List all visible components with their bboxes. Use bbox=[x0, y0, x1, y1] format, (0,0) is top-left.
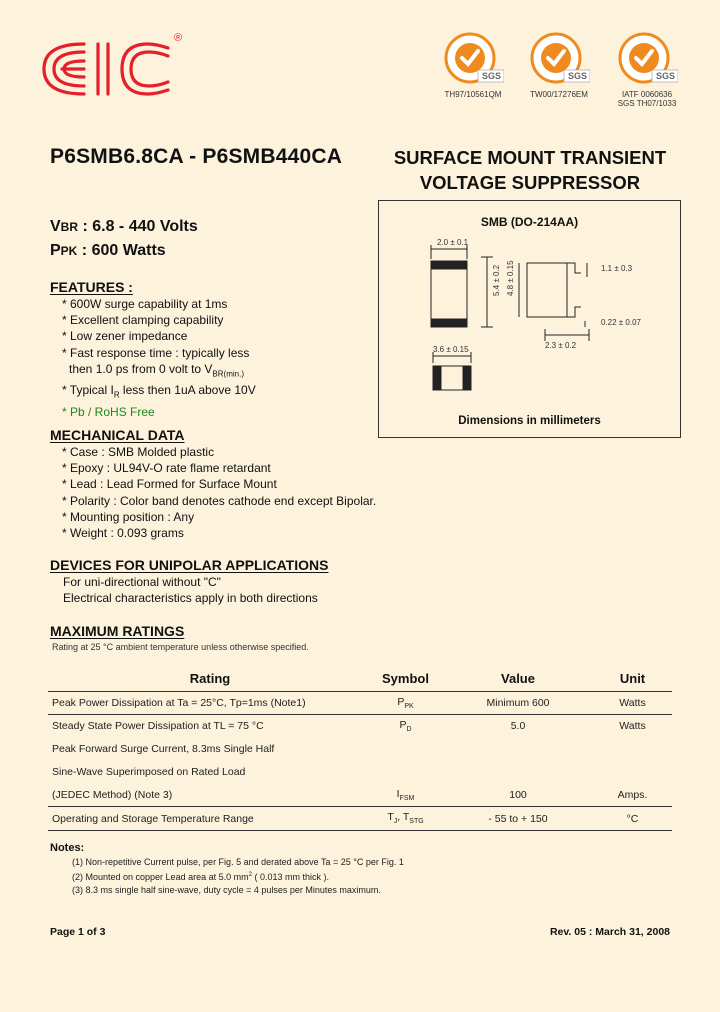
list-item: * Mounting position : Any bbox=[62, 509, 195, 524]
unipolar-list bbox=[63, 574, 318, 606]
list-item: Electrical characteristics apply in both directions bbox=[63, 591, 318, 606]
dim-side-width: 3.6 ± 0.15 bbox=[433, 345, 469, 354]
list-item: * Polarity : Color band denotes cathode end except Bipolar. bbox=[62, 493, 377, 508]
col-rating: Rating bbox=[189, 670, 231, 686]
table-row: Peak Forward Surge Current, 8.3ms Single Half bbox=[52, 742, 275, 755]
col-unit: Unit bbox=[619, 670, 646, 686]
cert-code: TH97/10561QM bbox=[444, 90, 502, 99]
description-line-2: VOLTAGE SUPPRESSOR bbox=[419, 172, 641, 193]
unipolar-heading: DEVICES FOR UNIPOLAR APPLICATIONS bbox=[50, 557, 329, 573]
table-row: Peak Power Dissipation at Ta = 25°C, Tp=1ms (Note1) $P_{PK}$ Minimum 600 Watts bbox=[48, 691, 672, 714]
sgs-brand: SGS bbox=[656, 71, 676, 81]
package-outline-box bbox=[378, 200, 681, 438]
certification-seal-icon bbox=[528, 30, 590, 88]
spec-ppk: PPK : 600 Watts bbox=[50, 242, 166, 259]
features-list bbox=[62, 296, 256, 420]
cert-badge-iso14001 bbox=[524, 30, 594, 99]
cert-badge-iso-ts16949 bbox=[612, 30, 682, 108]
registered-mark: ® bbox=[174, 32, 183, 44]
notes-heading: Notes: bbox=[50, 842, 85, 854]
ratings-note: Rating at 25 °C ambient temperature unless otherwise specified. bbox=[52, 642, 309, 652]
note-item: (3) 8.3 ms single half sine-wave, duty cycle = 4 pulses per Minutes maximum. bbox=[72, 885, 381, 895]
dim-lead-width: 2.3 ± 0.2 bbox=[545, 341, 577, 350]
dim-top-width: 2.0 ± 0.1 bbox=[437, 238, 469, 247]
certification-seal-icon bbox=[442, 30, 504, 88]
revision-date: Rev. 05 : March 31, 2008 bbox=[549, 926, 670, 938]
table-header-row bbox=[48, 666, 672, 691]
dim-lead-thick: 0.22 ± 0.07 bbox=[601, 318, 641, 327]
device-description bbox=[380, 145, 680, 195]
list-item: For uni-directional without "C" bbox=[63, 575, 221, 589]
list-item: * Excellent clamping capability bbox=[62, 313, 224, 328]
certification-seal-icon bbox=[616, 30, 678, 88]
mechanical-heading: MECHANICAL DATA bbox=[50, 427, 185, 443]
list-item: * Typical $I_R$ less then 1uA above 10V bbox=[62, 383, 256, 400]
col-symbol: Symbol bbox=[382, 670, 429, 686]
dim-lead-pitch: 4.8 ± 0.15 bbox=[506, 260, 515, 296]
ratings-table bbox=[48, 666, 672, 831]
list-item: * Epoxy : UL94V-O rate flame retardant bbox=[62, 461, 271, 476]
list-item: * Fast response time : typically less bbox=[62, 345, 250, 360]
mechanical-list bbox=[62, 444, 376, 541]
list-item: * Case : SMB Molded plastic bbox=[62, 445, 215, 459]
note-item: (1) Non-repetitive Current pulse, per Fig. 5 and derated above Ta = 25 °C per Fig. 1 bbox=[72, 857, 404, 867]
cert-code-line2: SGS TH07/1033 bbox=[617, 99, 677, 108]
description-line-1: SURFACE MOUNT TRANSIENT bbox=[393, 147, 667, 168]
table-row: Steady State Power Dissipation at TL = 75 °C $P_D$ 5.0 Watts bbox=[48, 714, 672, 737]
col-value: Value bbox=[501, 670, 535, 686]
cert-code-line1: IATF 0060636 bbox=[621, 90, 673, 99]
list-item: * Low zener impedance bbox=[62, 329, 188, 344]
page-number: Page 1 of 3 bbox=[50, 926, 106, 938]
table-row: Sine-Wave Superimposed on Rated Load bbox=[52, 766, 246, 779]
table-row: Operating and Storage Temperature Range $T_J$, $T_{STG}$ - 55 to + 150 °C bbox=[48, 807, 672, 830]
sgs-brand: SGS bbox=[568, 71, 588, 81]
features-heading: FEATURES : bbox=[50, 279, 133, 295]
dim-thickness: 1.1 ± 0.3 bbox=[601, 264, 633, 273]
cert-code: TW00/17276EM bbox=[530, 90, 588, 99]
list-item: * 600W surge capability at 1ms bbox=[62, 297, 228, 311]
list-item: * Lead : Lead Formed for Surface Mount bbox=[62, 477, 277, 492]
package-title: SMB (DO-214AA) bbox=[480, 215, 579, 229]
list-item: then 1.0 ps from 0 volt to $V_{BR(min.)}$ bbox=[69, 361, 244, 379]
max-ratings-heading: MAXIMUM RATINGS bbox=[50, 623, 185, 639]
table-row: (JEDEC Method) (Note 3) $I_{FSM}$ 100 Amps. bbox=[48, 784, 672, 807]
list-item: * Weight : 0.093 grams bbox=[62, 526, 184, 541]
notes-list bbox=[72, 856, 404, 897]
list-item-rohs: * Pb / RoHS Free bbox=[62, 405, 155, 419]
part-range-title: P6SMB6.8CA - P6SMB440CA bbox=[50, 145, 343, 168]
spec-vbr: VBR : 6.8 - 440 Volts bbox=[50, 218, 198, 235]
sgs-brand: SGS bbox=[482, 71, 502, 81]
dim-body-length: 5.4 ± 0.2 bbox=[492, 264, 501, 296]
note-item: (2) Mounted on copper Lead area at 5.0 $mm^2$ ( 0.013 mm thick ). bbox=[72, 872, 329, 882]
cert-badge-iso9001 bbox=[438, 30, 508, 99]
package-drawing bbox=[379, 201, 682, 439]
package-footer: Dimensions in millimeters bbox=[458, 415, 601, 427]
eic-logo bbox=[38, 34, 188, 104]
